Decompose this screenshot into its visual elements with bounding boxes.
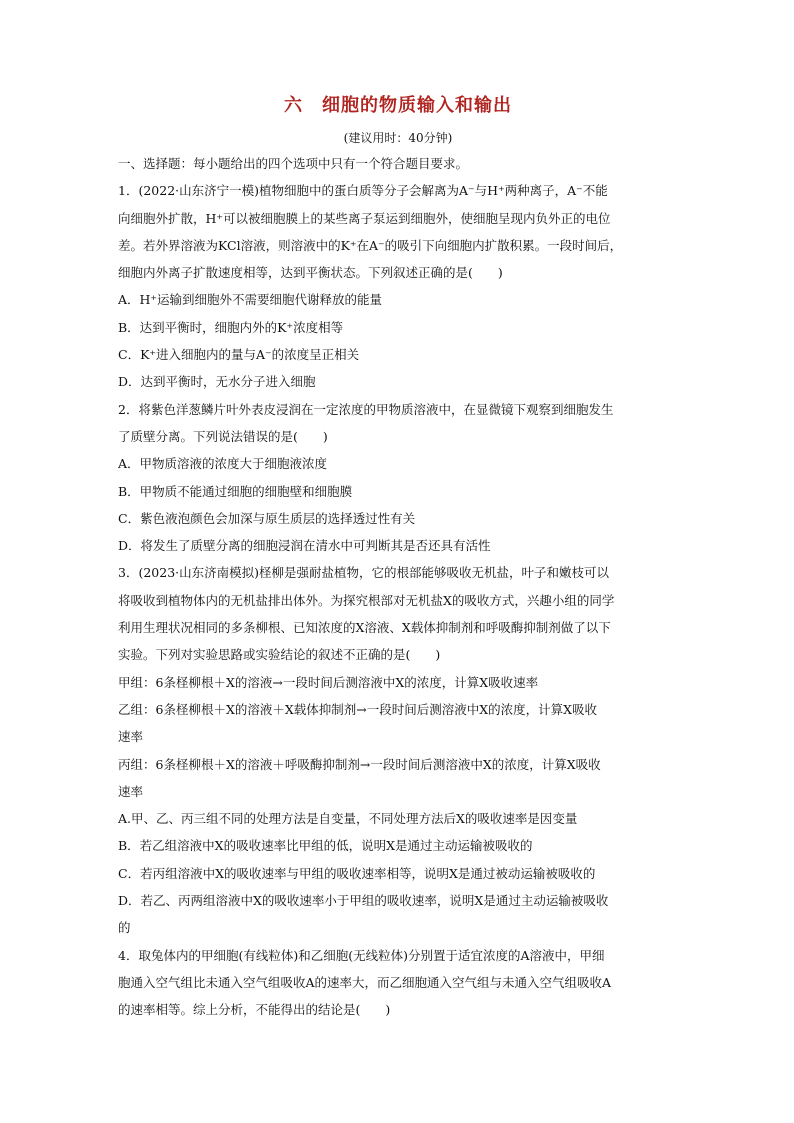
question-3-option-d-cont: 的 xyxy=(118,920,131,936)
question-3-line-3: 利用生理状况相同的多条柳根、已知浓度的X溶液、X载体抑制剂和呼吸酶抑制剂做了以下 xyxy=(118,620,611,636)
question-1-line-1: 1．(2022·山东济宁一模)植物细胞中的蛋白质等分子会解离为A⁻与H⁺两种离子，A⁻不能 xyxy=(118,183,608,199)
question-2-option-b: B．甲物质不能通过细胞的细胞壁和细胞膜 xyxy=(118,483,353,499)
question-3-option-b: B．若乙组溶液中X的吸收速率比甲组的低，说明X是通过主动运输被吸收的 xyxy=(118,838,533,854)
document-page xyxy=(118,92,678,1024)
question-3-line-1: 3．(2023·山东济南模拟)柽柳是强耐盐植物，它的根部能够吸收无机盐，叶子和嫩枝可以 xyxy=(118,565,609,581)
question-1-line-2: 向细胞外扩散，H⁺可以被细胞膜上的某些离子泵运到细胞外，使细胞呈现内负外正的电位 xyxy=(118,210,611,226)
question-4-line-3: 的速率相等。综上分析，不能得出的结论是( ) xyxy=(118,1002,391,1018)
question-2-option-a: A．甲物质溶液的浓度大于细胞液浓度 xyxy=(118,456,328,472)
page-title: 六 细胞的物质输入和输出 xyxy=(284,95,512,116)
question-3-group-jia: 甲组：6条柽柳根＋X的溶液→一段时间后测溶液中X的浓度，计算X吸收速率 xyxy=(118,674,539,690)
question-1-line-4: 细胞内外离子扩散速度相等，达到平衡状态。下列叙述正确的是( ) xyxy=(118,265,503,281)
question-1-option-c: C．K⁺进入细胞内的量与A⁻的浓度呈正相关 xyxy=(118,347,360,363)
question-3-option-d: D．若乙、丙两组溶液中X的吸收速率小于甲组的吸收速率，说明X是通过主动运输被吸收 xyxy=(118,893,609,909)
question-2 xyxy=(118,396,678,560)
question-1-option-b: B．达到平衡时，细胞内外的K⁺浓度相等 xyxy=(118,319,344,335)
question-3 xyxy=(118,559,678,941)
question-2-option-c: C．紫色液泡颜色会加深与原生质层的选择透过性有关 xyxy=(118,510,416,526)
question-2-line-2: 了质壁分离。下列说法错误的是( ) xyxy=(118,428,328,444)
question-1 xyxy=(118,177,678,395)
question-3-line-2: 将吸收到植物体内的无机盐排出体外。为探究根部对无机盐X的吸收方式，兴趣小组的同学 xyxy=(118,592,615,608)
question-4 xyxy=(118,942,678,1024)
question-2-line-1: 2．将紫色洋葱鳞片叶外表皮浸润在一定浓度的甲物质溶液中，在显微镜下观察到细胞发生 xyxy=(118,401,614,417)
question-3-line-4: 实验。下列对实验思路或实验结论的叙述不正确的是( ) xyxy=(118,647,441,663)
question-3-option-a: A.甲、乙、丙三组不同的处理方法是自变量，不同处理方法后X的吸收速率是因变量 xyxy=(118,811,578,827)
suggested-time: (建议用时：40分钟) xyxy=(343,131,453,145)
question-1-line-3: 差。若外界溶液为KCl溶液，则溶液中的K⁺在A⁻的吸引下向细胞内扩散积累。一段时间后， xyxy=(118,237,623,253)
question-2-option-d: D．将发生了质壁分离的细胞浸润在清水中可判断其是否还具有活性 xyxy=(118,538,491,554)
question-4-line-2: 胞通入空气组比未通入空气组吸收A的速率大，而乙细胞通入空气组与未通入空气组吸收A xyxy=(118,974,612,990)
question-1-option-a: A．H⁺运输到细胞外不需要细胞代谢释放的能量 xyxy=(118,292,383,308)
question-3-group-bing-cont: 速率 xyxy=(118,783,144,799)
question-3-group-yi: 乙组：6条柽柳根＋X的溶液＋X载体抑制剂→一段时间后测溶液中X的浓度，计算X吸收 xyxy=(118,701,598,717)
question-3-option-c: C．若丙组溶液中X的吸收速率与甲组的吸收速率相等，说明X是通过被动运输被吸收的 xyxy=(118,865,596,881)
question-3-group-yi-cont: 速率 xyxy=(118,729,144,745)
question-1-option-d: D．达到平衡时，无水分子进入细胞 xyxy=(118,374,316,390)
section-heading: 一、选择题：每小题给出的四个选项中只有一个符合题目要求。 xyxy=(118,156,469,171)
question-4-line-1: 4．取兔体内的甲细胞(有线粒体)和乙细胞(无线粒体)分别置于适宜浓度的A溶液中，甲细 xyxy=(118,947,605,963)
question-3-group-bing: 丙组：6条柽柳根＋X的溶液＋呼吸酶抑制剂→一段时间后测溶液中X的浓度，计算X吸收 xyxy=(118,756,601,772)
